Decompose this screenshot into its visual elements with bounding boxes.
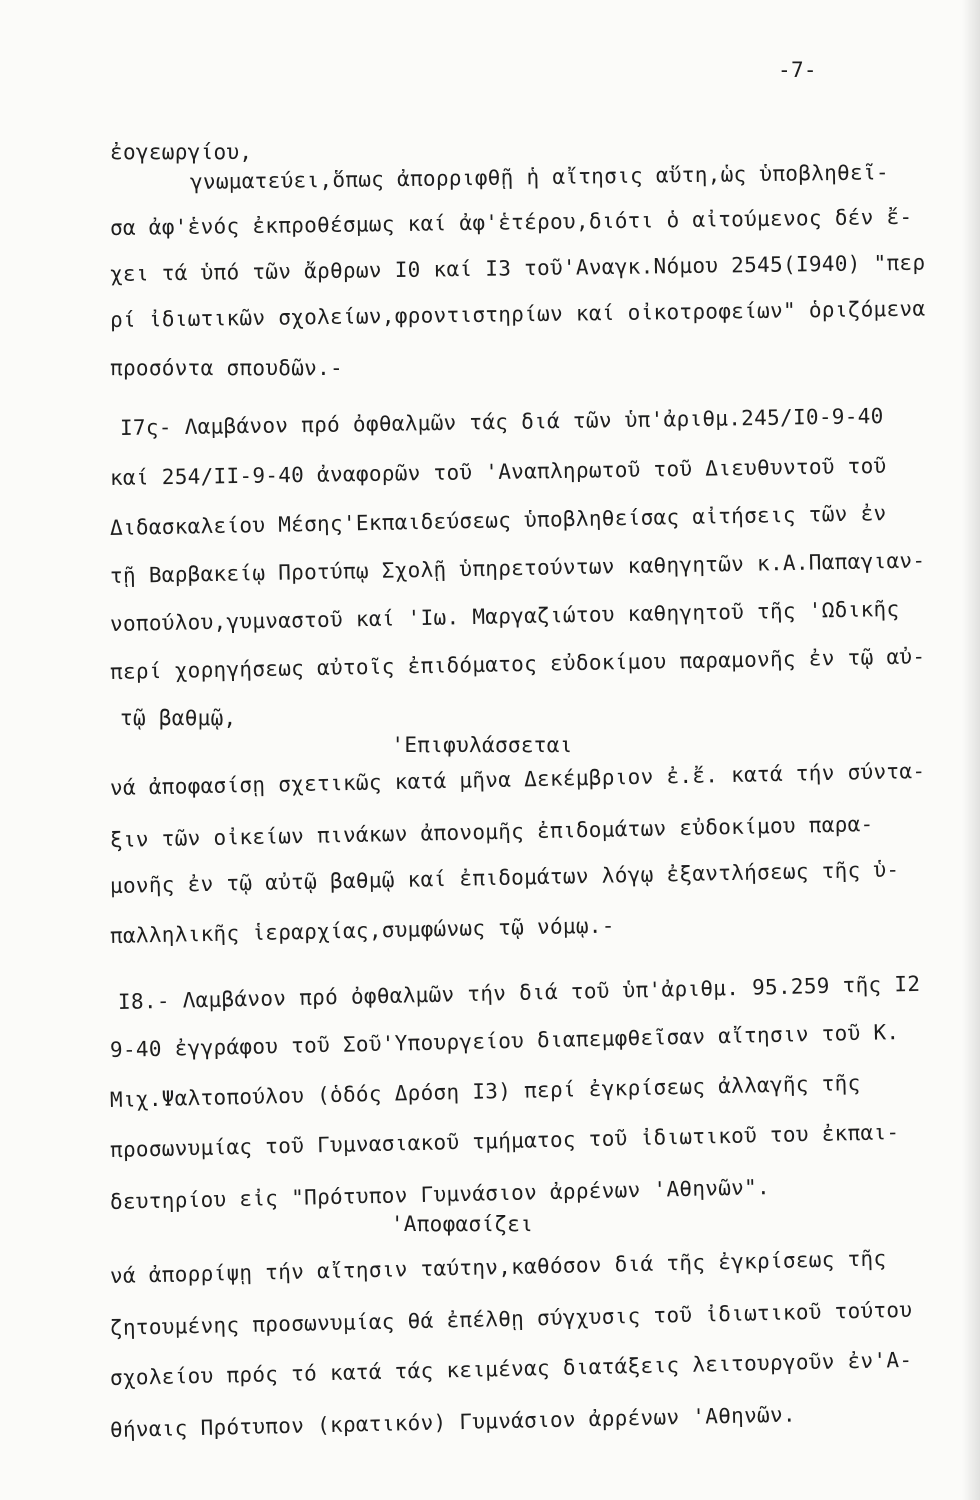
text-line: γνωματεύει,ὅπως ἀπορριφθῇ ἡ αἴτησις αὕτη,ὡς ὑποβληθεῖ- [189,160,890,194]
decision-heading: 'Επιφυλάσσεται [391,733,573,757]
text-line: σα ἀφ'ἑνός ἐκπροθέσμως καί ἀφ'ἑτέρου,διότι ὁ αἰτούμενος δέν ἔ- [109,204,913,240]
text-line: Ι7ς- Λαμβάνον πρό ὀφθαλμῶν τάς διά τῶν ὑπ'ἀριθμ.245/Ι0-9-40 [119,404,884,440]
text-line: μονῆς ἐν τῷ αὐτῷ βαθμῷ καί ἐπιδομάτων λόγῳ ἐξαντλήσεως τῆς ὑ- [109,857,900,898]
text-line: θήναις Πρότυπον (κρατικόν) Γυμνάσιον ἀρρένων 'Αθηνῶν. [109,1402,797,1442]
text-line: ρί ἰδιωτικῶν σχολείων,φροντιστηρίων καί οἰκοτροφείων" ὁριζόμενα [109,296,926,332]
text-line: τῷ βαθμῷ, [120,706,237,730]
text-line: Ι8.- Λαμβάνον πρό ὀφθαλμῶν τήν διά τοῦ ὑπ'ἀριθμ. 95.259 τῆς Ι2 [117,971,921,1014]
text-line: νά ἀπορρίψῃ τήν αἴτησιν ταύτην,καθόσον διά τῆς ἐγκρίσεως τῆς [109,1246,887,1288]
text-line: προσωνυμίας τοῦ Γυμνασιακοῦ τμήματος τοῦ ἰδιωτικοῦ του ἐκπαι- [109,1120,900,1162]
text-line: νοπούλου,γυμναστοῦ καί 'Ιω. Μαργαζιώτου καθηγητοῦ τῆς 'Ωδικῆς [109,596,900,636]
text-line: παλληλικῆς ἱεραρχίας,συμφώνως τῷ νόμῳ.- [109,913,615,948]
text-line: τῇ Βαρβακείῳ Προτύπῳ Σχολῇ ὑπηρετούντων καθηγητῶν κ.Α.Παπαγιαν- [109,548,926,588]
decision-heading: 'Αποφασίζει [390,1212,534,1236]
page-number: -7- [778,58,817,82]
text-line: χει τά ὑπό τῶν ἄρθρων Ι0 καί Ι3 τοῦ'Αναγκ.Νόμου 2545(Ι940) "περ [109,250,926,286]
text-line: Διδασκαλείου Μέσης'Εκπαιδεύσεως ὑποβληθείσας αἰτήσεις τῶν ἐν [109,501,887,540]
text-line: προσόντα σπουδῶν.- [110,356,343,380]
text-line: ξιν τῶν οἰκείων πινάκων ἀπονομῆς ἐπιδομάτων εὐδοκίμου παρα- [109,812,874,852]
text-line: Μιχ.Ψαλτοπούλου (ὁδός Δρόση Ι3) περί ἐγκρίσεως ἀλλαγῆς τῆς [109,1070,861,1112]
text-line: 9-40 ἐγγράφου τοῦ Σοῦ'Υπουργείου διαπεμφθεῖσαν αἴτησιν τοῦ Κ. [109,1020,900,1062]
text-line: νά ἀποφασίσῃ σχετικῶς κατά μῆνα Δεκέμβριον ἐ.ἔ. κατά τήν σύντα- [109,758,926,800]
text-line: ἐογεωργίου, [110,140,253,164]
text-line: ζητουμένης προσωνυμίας θά ἐπέλθῃ σύγχυσις τοῦ ἰδιωτικοῦ τούτου [109,1297,913,1340]
text-line: περί χορηγήσεως αὐτοῖς ἐπιδόματος εὐδοκίμου παραμονῆς ἐν τῷ αὐ- [109,644,926,684]
text-line: δευτηρίου εἰς "Πρότυπον Γυμνάσιον ἀρρένων 'Αθηνῶν". [109,1175,771,1214]
text-line: σχολείου πρός τό κατά τάς κειμένας διατάξεις λειτουργοῦν ἐν'Α- [109,1347,913,1390]
text-line: καί 254/ΙΙ-9-40 ἀναφορῶν τοῦ 'Αναπληρωτοῦ τοῦ Διευθυντοῦ τοῦ [109,453,887,490]
page-edge-shadow [962,0,980,1500]
